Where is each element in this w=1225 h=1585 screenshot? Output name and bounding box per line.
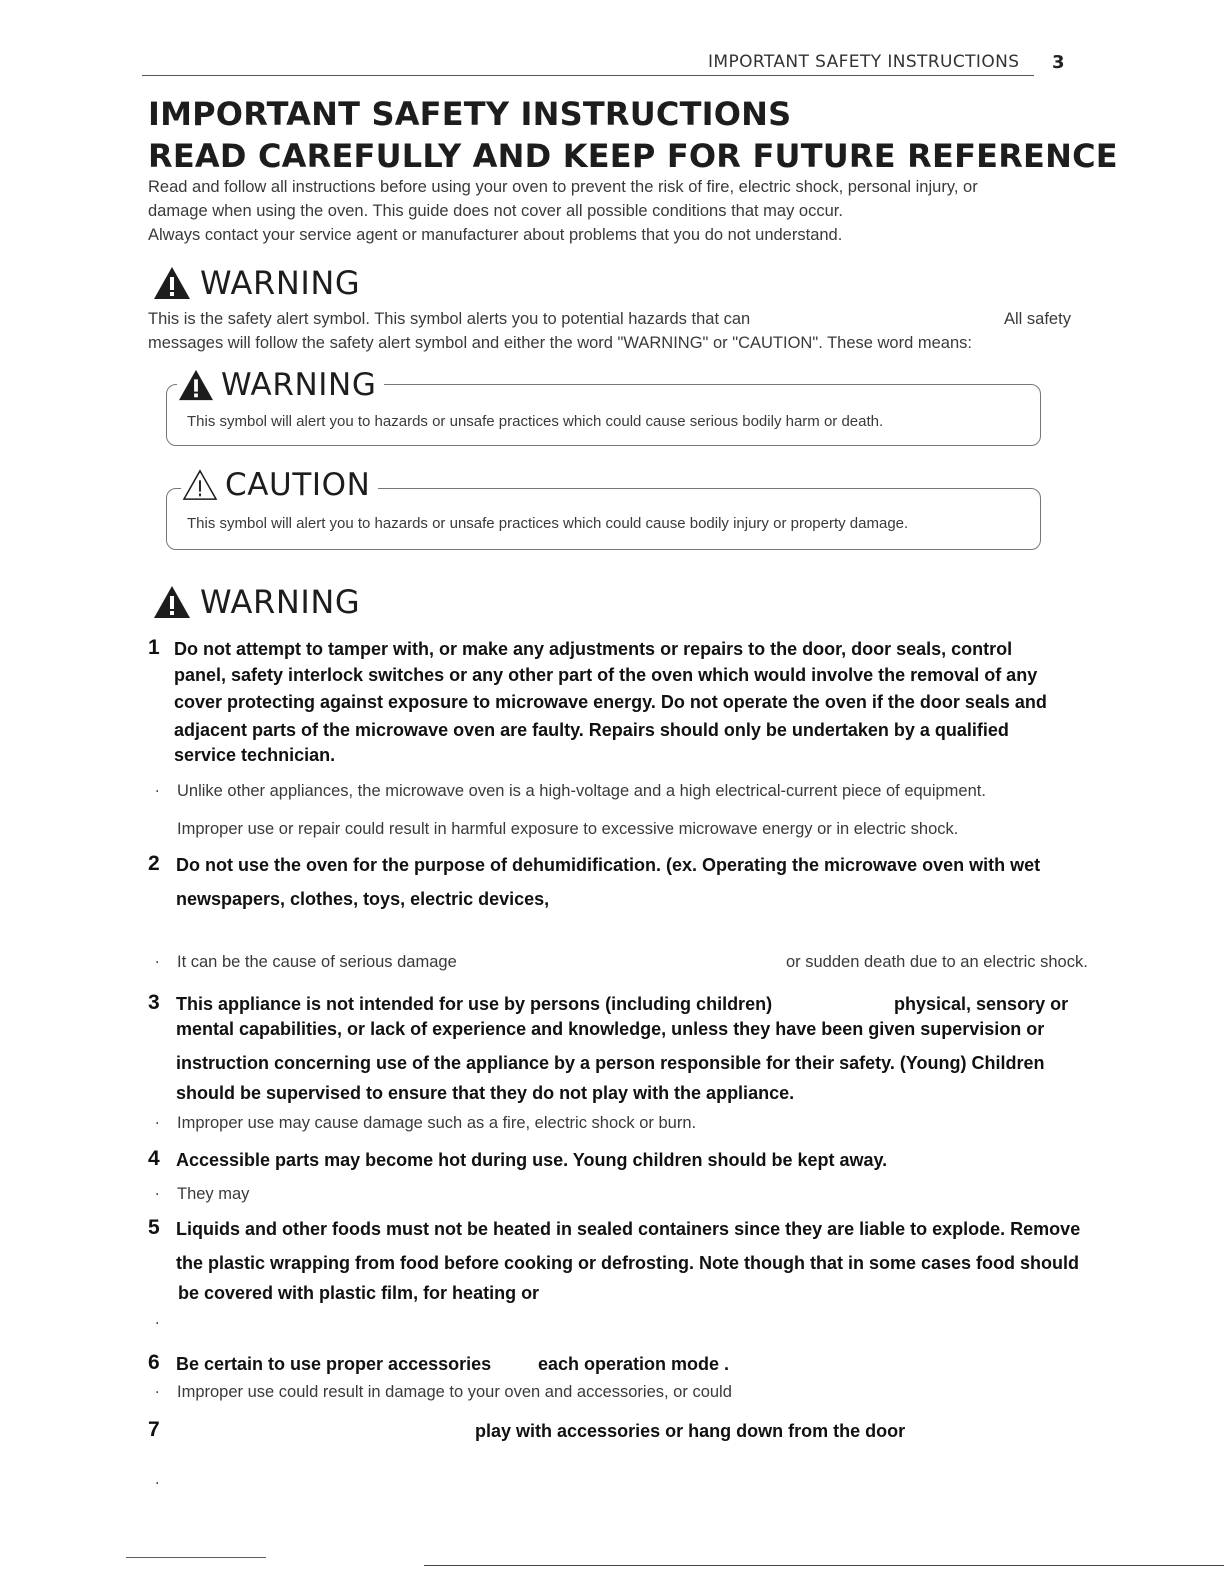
item-3-line-1a: This appliance is not intended for use by persons (including children) <box>176 994 773 1014</box>
item-5-line-2: the plastic wrapping from food before cooking or defrosting. Note though that in some cases food should <box>176 1253 1080 1273</box>
bullet-mark: · <box>155 1385 160 1401</box>
item-3-line-2: mental capabilities, or lack of experience and knowledge, unless they have been given supervision or <box>176 1019 1045 1039</box>
item-number: 1 <box>148 636 160 659</box>
item-number: 2 <box>148 852 160 875</box>
item-number: 6 <box>148 1351 160 1374</box>
running-header: IMPORTANT SAFETY INSTRUCTIONS <box>708 52 1020 72</box>
safety-symbol-text-2: messages will follow the safety alert symbol and either the word "WARNING" or "CAUTION". These word means: <box>148 334 972 352</box>
item-2-note-1a: It can be the cause of serious damage <box>177 953 457 971</box>
item-1-note-2: Improper use or repair could result in harmful exposure to excessive microwave energy or in electric shock. <box>177 820 959 838</box>
item-5-line-3: be covered with plastic film, for heating or <box>178 1283 540 1303</box>
item-3-line-3: instruction concerning use of the appliance by a person responsible for their safety. (Young) Children <box>176 1053 1045 1073</box>
page-title: IMPORTANT SAFETY INSTRUCTIONS <box>148 95 792 133</box>
item-3-note-1: Improper use may cause damage such as a fire, electric shock or burn. <box>177 1114 697 1132</box>
item-3-line-4: should be supervised to ensure that they do not play with the appliance. <box>176 1083 795 1103</box>
safety-symbol-text-1a: This is the safety alert symbol. This symbol alerts you to potential hazards that can <box>148 310 751 328</box>
item-2-line-2: newspapers, clothes, toys, electric devices, <box>176 889 550 909</box>
caution-definition-box <box>166 467 1041 550</box>
intro-line-1: Read and follow all instructions before using your oven to prevent the risk of fire, electric shock, personal injury, or <box>148 178 978 196</box>
item-1-line-5: service technician. <box>174 745 336 765</box>
footer-rule <box>424 1565 1224 1566</box>
intro-line-3: Always contact your service agent or manufacturer about problems that you do not understand. <box>148 226 843 244</box>
item-number: 3 <box>148 991 160 1014</box>
header-rule <box>142 75 1034 76</box>
bullet-mark: · <box>155 1316 160 1332</box>
warning-triangle-icon <box>177 368 215 402</box>
warning-heading-label: WARNING <box>200 583 361 621</box>
item-number: 4 <box>148 1147 160 1170</box>
warning-heading-1 <box>152 264 360 302</box>
item-2-note-1b: or sudden death due to an electric shock. <box>786 953 1088 971</box>
warning-heading-2 <box>152 583 360 621</box>
intro-line-2: damage when using the oven. This guide does not cover all possible conditions that may occur. <box>148 202 843 220</box>
item-4-note-1: They may <box>177 1185 250 1203</box>
bullet-mark: · <box>155 784 160 800</box>
page-subtitle: READ CAREFULLY AND KEEP FOR FUTURE REFERENCE <box>148 137 1118 175</box>
caution-triangle-icon <box>181 468 219 502</box>
caution-box-text: This symbol will alert you to hazards or unsafe practices which could cause bodily injury or property damage. <box>187 515 909 532</box>
warning-triangle-icon <box>152 584 192 620</box>
item-6-note-1: Improper use could result in damage to your oven and accessories, or could <box>177 1383 732 1401</box>
warning-box-title <box>177 367 384 403</box>
footer-link-rule <box>126 1557 266 1558</box>
safety-symbol-text-1b: All safety <box>1004 310 1071 328</box>
bullet-mark: · <box>155 1116 160 1132</box>
item-1-line-3: cover protecting against exposure to microwave energy. Do not operate the oven if the door seals and <box>174 692 1047 712</box>
caution-box-title <box>181 467 378 503</box>
warning-heading-label: WARNING <box>200 264 361 302</box>
item-1-note-1: Unlike other appliances, the microwave oven is a high-voltage and a high electrical-current piece of equipment. <box>177 782 986 800</box>
item-number: 5 <box>148 1216 160 1239</box>
item-3-line-1b: physical, sensory or <box>894 994 1069 1014</box>
warning-box-label: WARNING <box>221 367 377 403</box>
bullet-mark: · <box>155 955 160 971</box>
bullet-mark: · <box>155 1187 160 1203</box>
item-1-line-2: panel, safety interlock switches or any other part of the oven which would involve the removal of any <box>174 665 1038 685</box>
warning-definition-box <box>166 367 1041 446</box>
page-number: 3 <box>1052 52 1065 73</box>
item-6-line-1b: each operation mode . <box>538 1354 730 1374</box>
item-1-line-4: adjacent parts of the microwave oven are faulty. Repairs should only be undertaken by a qualified <box>174 720 1009 740</box>
item-7-line-1: play with accessories or hang down from the door <box>475 1421 906 1441</box>
item-4-line-1: Accessible parts may become hot during use. Young children should be kept away. <box>176 1150 888 1170</box>
item-5-line-1: Liquids and other foods must not be heated in sealed containers since they are liable to explode. Remove <box>176 1219 1081 1239</box>
item-number: 7 <box>148 1418 160 1441</box>
item-2-line-1: Do not use the oven for the purpose of dehumidification. (ex. Operating the microwave oven with wet <box>176 855 1041 875</box>
warning-triangle-icon <box>152 265 192 301</box>
warning-box-text: This symbol will alert you to hazards or unsafe practices which could cause serious bodily harm or death. <box>187 413 884 430</box>
caution-box-label: CAUTION <box>225 467 371 503</box>
bullet-mark: · <box>155 1476 160 1492</box>
item-6-line-1a: Be certain to use proper accessories <box>176 1354 492 1374</box>
item-1-line-1: Do not attempt to tamper with, or make any adjustments or repairs to the door, door seals, control <box>174 639 1013 659</box>
